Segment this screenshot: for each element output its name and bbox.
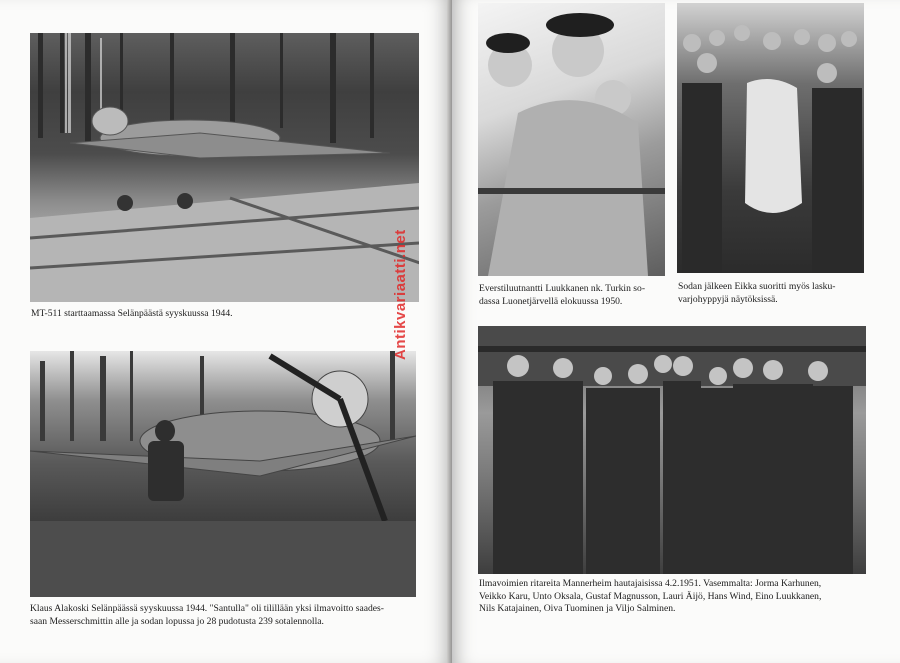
photo2-caption-line1: Klaus Alakoski Selänpäässä syyskuussa 1944. "Santulla" oli tilillään yksi ilmavoitto saades- — [30, 603, 384, 614]
photo-mannerheim-knights-group-image — [478, 326, 866, 574]
photo-officers-portrait — [478, 3, 665, 276]
photo2-caption — [30, 603, 425, 628]
photo4-caption-line1: Sodan jälkeen Eikka suoritti myös lasku- — [678, 281, 836, 292]
watermark-stamp: Antikvariaatti.net — [392, 229, 409, 360]
photo-plane-with-pilot — [30, 351, 416, 597]
photo-crowd-parachute — [677, 3, 864, 273]
photo1-caption: MT-511 starttaamassa Selänpäästä syyskuussa 1944. — [31, 308, 233, 319]
photo3-caption — [479, 283, 645, 308]
photo-crowd-parachute-image — [677, 3, 864, 273]
photo2-caption-line2: saan Messerschmittin alle ja sodan lopussa jo 28 pudotusta 239 sotalennolla. — [30, 615, 324, 627]
photo5-caption-line3: Nils Katajainen, Oiva Tuominen ja Viljo Salminen. — [479, 603, 676, 614]
photo-plane-with-pilot-image — [30, 351, 416, 597]
photo3-caption-line1: Everstiluutnantti Luukkanen nk. Turkin so- — [479, 283, 646, 294]
photo5-caption-line1: Ilmavoimien ritareita Mannerheim hautajaisissa 4.2.1951. Vasemmalta: Jorma Karhunen, — [479, 578, 822, 589]
photo-officers-portrait-image — [478, 3, 665, 276]
photo-mannerheim-knights-group — [478, 326, 866, 574]
photo-plane-on-log-road — [30, 33, 419, 302]
photo3-caption-line2: dassa Luonetjärvellä elokuussa 1950. — [479, 295, 623, 307]
photo5-caption — [479, 578, 889, 616]
photo-plane-on-log-road-image — [30, 33, 419, 302]
photo5-caption-line2: Veikko Karu, Unto Oksala, Gustaf Magnusson, Lauri Äijö, Hans Wind, Eino Luukkanen, — [479, 590, 822, 602]
photo4-caption — [678, 281, 835, 306]
right-page — [452, 0, 900, 663]
photo4-caption-line2: varjohyppyjä näytöksissä. — [678, 293, 778, 305]
